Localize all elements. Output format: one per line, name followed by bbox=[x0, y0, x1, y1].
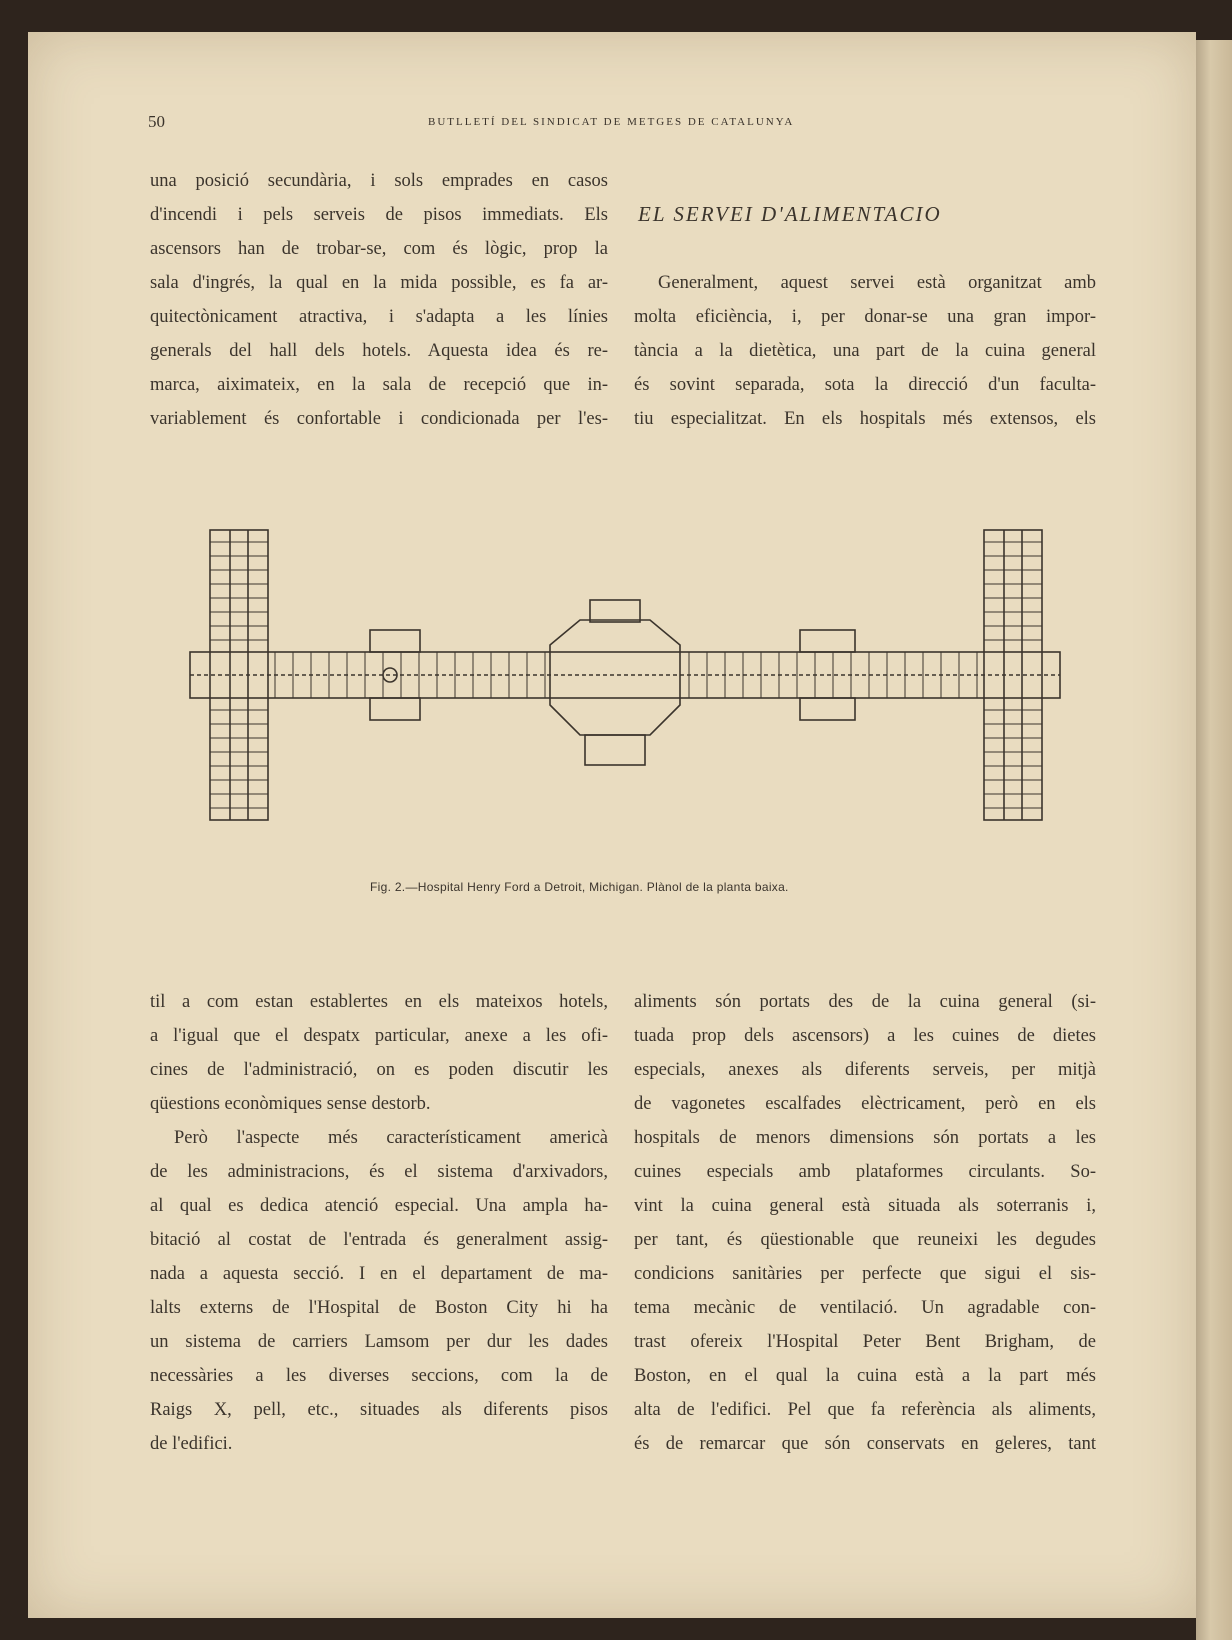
floor-plan-figure bbox=[180, 520, 1070, 840]
text-line: til a com estan establertes en els mateixos hotels, bbox=[150, 992, 608, 1012]
text-line: sala d'ingrés, la qual en la mida possible, es fa ar- bbox=[150, 273, 608, 293]
text-line: un sistema de carriers Lamsom per dur les dades bbox=[150, 1332, 608, 1352]
column-top-left bbox=[150, 164, 608, 436]
text-line: Boston, en el qual la cuina està a la part més bbox=[634, 1366, 1096, 1386]
text-line: molta eficiència, i, per donar-se una gran impor- bbox=[634, 307, 1096, 327]
text-line: Però l'aspecte més característicament americà bbox=[174, 1128, 608, 1148]
text-line: qüestions econòmiques sense destorb. bbox=[150, 1094, 431, 1114]
text-line: d'incendi i pels serveis de pisos immediats. Els bbox=[150, 205, 608, 225]
text-line: Generalment, aquest servei està organitzat amb bbox=[658, 273, 1096, 293]
figure-caption: Fig. 2.—Hospital Henry Ford a Detroit, Michigan. Plànol de la planta baixa. bbox=[370, 880, 789, 894]
text-line: aliments són portats des de la cuina general (si- bbox=[634, 992, 1096, 1012]
text-line: variablement és confortable i condicionada per l'es- bbox=[150, 409, 608, 429]
running-header: BUTLLETÍ DEL SINDICAT DE METGES DE CATALUNYA bbox=[428, 116, 795, 128]
text-line: cuines especials amb plataformes circulants. So- bbox=[634, 1162, 1096, 1182]
text-line: és de remarcar que són conservats en geleres, tant bbox=[634, 1434, 1096, 1454]
text-line: tema mecànic de ventilació. Un agradable con- bbox=[634, 1298, 1096, 1318]
text-line: de vagonetes escalfades elèctricament, però en els bbox=[634, 1094, 1096, 1114]
text-line: vint la cuina general està situada als soterranis i, bbox=[634, 1196, 1096, 1216]
text-line: de l'edifici. bbox=[150, 1434, 233, 1454]
floor-plan-drawing bbox=[180, 520, 1070, 840]
text-line: ascensors han de trobar-se, com és lògic, prop la bbox=[150, 239, 608, 259]
text-line: condicions sanitàries per perfecte que sigui el sis- bbox=[634, 1264, 1096, 1284]
text-line: marca, aiximateix, en la sala de recepció que in- bbox=[150, 375, 608, 395]
column-bottom-left bbox=[150, 985, 608, 1461]
page-number: 50 bbox=[148, 112, 165, 131]
text-line: alta de l'edifici. Pel que fa referència als aliments, bbox=[634, 1400, 1096, 1420]
text-line: nada a aquesta secció. I en el departament de ma- bbox=[150, 1264, 608, 1284]
text-line: tuada prop dels ascensors) a les cuines de dietes bbox=[634, 1026, 1096, 1046]
text-line: especials, anexes als diferents serveis, per mitjà bbox=[634, 1060, 1096, 1080]
text-line: per tant, és qüestionable que reuneixi les degudes bbox=[634, 1230, 1096, 1250]
text-line: a l'igual que el despatx particular, anexe a les ofi- bbox=[150, 1026, 608, 1046]
text-line: cines de l'administració, on es poden discutir les bbox=[150, 1060, 608, 1080]
text-line: tància a la dietètica, una part de la cuina general bbox=[634, 341, 1096, 361]
text-line: bitació al costat de l'entrada és generalment assig- bbox=[150, 1230, 608, 1250]
adjacent-page-edge bbox=[1196, 40, 1232, 1640]
column-top-right bbox=[634, 266, 1096, 436]
text-line: lalts externs de l'Hospital de Boston City hi ha bbox=[150, 1298, 608, 1318]
text-line: tiu especialitzat. En els hospitals més extensos, els bbox=[634, 409, 1096, 429]
text-line: necessàries a les diverses seccions, com la de bbox=[150, 1366, 608, 1386]
text-line: al qual es dedica atenció especial. Una ampla ha- bbox=[150, 1196, 608, 1216]
text-line: Raigs X, pell, etc., situades als diferents pisos bbox=[150, 1400, 608, 1420]
text-line: generals del hall dels hotels. Aquesta idea és re- bbox=[150, 341, 608, 361]
column-bottom-right bbox=[634, 985, 1096, 1461]
text-line: quitectònicament atractiva, i s'adapta a les línies bbox=[150, 307, 608, 327]
text-line: de les administracions, és el sistema d'arxivadors, bbox=[150, 1162, 608, 1182]
text-line: hospitals de menors dimensions són portats a les bbox=[634, 1128, 1096, 1148]
section-heading: EL SERVEI D'ALIMENTACIO bbox=[638, 202, 942, 226]
text-line: trast ofereix l'Hospital Peter Bent Brigham, de bbox=[634, 1332, 1096, 1352]
text-line: és sovint separada, sota la direcció d'un faculta- bbox=[634, 375, 1096, 395]
text-line: una posició secundària, i sols emprades en casos bbox=[150, 171, 608, 191]
central-hub bbox=[550, 620, 680, 735]
